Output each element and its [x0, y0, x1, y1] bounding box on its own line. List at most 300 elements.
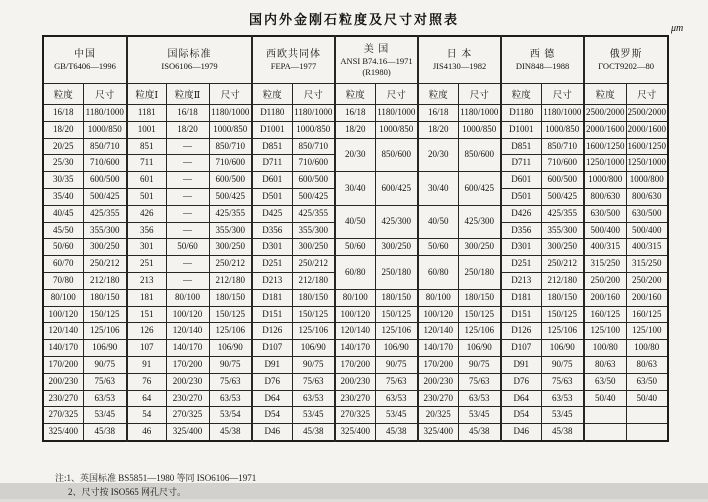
table-cell: 500/425 [292, 188, 335, 205]
table-cell: 630/500 [584, 205, 626, 222]
table-cell: 90/75 [292, 356, 335, 373]
table-cell: 315/250 [584, 256, 626, 273]
table-cell: 181 [127, 289, 166, 306]
table-cell [584, 407, 626, 424]
table-row [43, 323, 668, 340]
table-cell: 1000/800 [626, 172, 668, 189]
table-cell: 60/80 [335, 256, 375, 290]
table-cell: 501 [127, 188, 166, 205]
table-cell: 150/125 [292, 306, 335, 323]
table-row [43, 373, 668, 390]
table-row [43, 256, 668, 273]
table-row [43, 138, 668, 155]
group-standard-label: FEPA—1977 [270, 61, 317, 71]
table-cell: 106/90 [458, 340, 501, 357]
table-cell: 355/300 [83, 222, 127, 239]
table-cell: 18/20 [166, 121, 209, 138]
table-cell: 1180/1000 [292, 105, 335, 122]
table-cell: 300/250 [83, 239, 127, 256]
column-group-header [584, 36, 668, 84]
table-cell: 500/425 [209, 188, 252, 205]
table-row [43, 105, 668, 122]
column-header: 粒度Ⅱ [166, 84, 209, 105]
table-cell: 250/212 [292, 256, 335, 273]
table-cell: 600/500 [541, 172, 584, 189]
column-header: 尺寸 [209, 84, 252, 105]
table-cell: D601 [501, 172, 541, 189]
table-cell: 90/75 [375, 356, 418, 373]
table-cell: 53/45 [375, 407, 418, 424]
table-cell: 54 [127, 407, 166, 424]
table-cell: D151 [252, 306, 292, 323]
table-cell: 170/200 [335, 356, 375, 373]
table-cell: D76 [501, 373, 541, 390]
table-cell: 300/250 [541, 239, 584, 256]
table-cell: 230/270 [335, 390, 375, 407]
group-standard-label: ISO6106—1979 [161, 61, 218, 71]
table-cell: 1000/850 [458, 121, 501, 138]
table-cell: 20/30 [335, 138, 375, 172]
table-cell: 45/38 [209, 424, 252, 441]
table-cell: 76 [127, 373, 166, 390]
table-cell: 851 [127, 138, 166, 155]
table-cell: 2000/1600 [584, 121, 626, 138]
table-cell: 50/60 [335, 239, 375, 256]
table-cell: 80/63 [584, 356, 626, 373]
table-cell: 125/106 [292, 323, 335, 340]
table-cell: 355/300 [292, 222, 335, 239]
table-cell: 200/230 [335, 373, 375, 390]
table-row [43, 407, 668, 424]
column-header: 尺寸 [375, 84, 418, 105]
table-cell: 100/120 [418, 306, 458, 323]
table-cell: 80/100 [166, 289, 209, 306]
footnotes [55, 471, 256, 499]
table-cell: 18/20 [418, 121, 458, 138]
table-cell: — [166, 272, 209, 289]
table-cell: 150/125 [458, 306, 501, 323]
table-cell: 425/355 [83, 205, 127, 222]
table-cell: 90/75 [541, 356, 584, 373]
table-cell: 170/200 [43, 356, 83, 373]
table-cell: 106/90 [209, 340, 252, 357]
column-group-header [43, 36, 127, 84]
table-cell: 1000/850 [209, 121, 252, 138]
group-standard-label: JIS4130—1982 [432, 61, 487, 71]
table-cell: D126 [501, 323, 541, 340]
table-cell: D126 [252, 323, 292, 340]
table-cell: 30/35 [43, 172, 83, 189]
table-cell: 2000/1600 [626, 121, 668, 138]
table-cell: 53/54 [209, 407, 252, 424]
table-cell [626, 407, 668, 424]
table-cell: D151 [501, 306, 541, 323]
table-cell: D46 [252, 424, 292, 441]
table-cell: 16/18 [43, 105, 83, 122]
table-cell: 45/38 [375, 424, 418, 441]
table-cell: D91 [501, 356, 541, 373]
table-row [43, 239, 668, 256]
table-cell: 140/170 [335, 340, 375, 357]
column-group-header [418, 36, 501, 84]
table-cell: 140/170 [418, 340, 458, 357]
table-cell: 125/100 [584, 323, 626, 340]
table-cell: D54 [501, 407, 541, 424]
group-country-label: 西 德 [529, 49, 556, 60]
table-cell: 300/250 [292, 239, 335, 256]
table-cell: 53/45 [83, 407, 127, 424]
table-cell: 150/125 [375, 306, 418, 323]
table-cell: 710/600 [83, 155, 127, 172]
table-cell: 63/50 [584, 373, 626, 390]
table-cell: 20/30 [418, 138, 458, 172]
table-cell: 45/38 [541, 424, 584, 441]
column-header: 尺寸 [83, 84, 127, 105]
table-cell: D711 [252, 155, 292, 172]
table-body [43, 105, 668, 441]
group-standard-label: DIN848—1988 [515, 61, 570, 71]
table-cell: 18/20 [335, 121, 375, 138]
table-cell: 20/25 [43, 138, 83, 155]
table-cell: 150/125 [209, 306, 252, 323]
table-cell: 63/50 [626, 373, 668, 390]
table-cell: 300/250 [458, 239, 501, 256]
table-cell: 426 [127, 205, 166, 222]
table-cell: 80/63 [626, 356, 668, 373]
table-cell: D301 [501, 239, 541, 256]
table-cell: D1180 [252, 105, 292, 122]
table-cell: 355/300 [209, 222, 252, 239]
table-cell: 250/180 [375, 256, 418, 290]
table-cell: 301 [127, 239, 166, 256]
table-cell: 601 [127, 172, 166, 189]
table-cell: 1250/1000 [626, 155, 668, 172]
table-cell: 18/20 [43, 121, 83, 138]
table-cell: 180/150 [292, 289, 335, 306]
table-cell: 200/230 [43, 373, 83, 390]
table-cell: 250/200 [626, 272, 668, 289]
column-group-header [252, 36, 335, 84]
table-cell: 2500/2000 [626, 105, 668, 122]
table-cell: 75/63 [541, 373, 584, 390]
table-cell: 325/400 [166, 424, 209, 441]
column-header: 尺寸 [292, 84, 335, 105]
table-cell: 850/710 [209, 138, 252, 155]
table-cell: 40/50 [335, 205, 375, 239]
table-cell: 80/100 [335, 289, 375, 306]
table-cell: D601 [252, 172, 292, 189]
table-cell: 325/400 [418, 424, 458, 441]
column-header: 粒度Ⅰ [127, 84, 166, 105]
table-cell: D356 [252, 222, 292, 239]
table-cell: 180/150 [541, 289, 584, 306]
table-cell: 75/63 [83, 373, 127, 390]
table-cell: D251 [501, 256, 541, 273]
table-cell [626, 424, 668, 441]
table-cell: D64 [501, 390, 541, 407]
table-cell: 250/180 [458, 256, 501, 290]
table-cell: D181 [252, 289, 292, 306]
table-cell: 850/600 [375, 138, 418, 172]
table-cell: 850/710 [83, 138, 127, 155]
table-cell: 600/500 [209, 172, 252, 189]
column-header: 粒度 [335, 84, 375, 105]
column-header: 粒度 [43, 84, 83, 105]
table-cell: 70/80 [43, 272, 83, 289]
table-cell: D76 [252, 373, 292, 390]
table-cell: D501 [252, 188, 292, 205]
column-header: 尺寸 [541, 84, 584, 105]
column-header: 粒度 [252, 84, 292, 105]
table-cell: 200/230 [418, 373, 458, 390]
table-cell: 325/400 [43, 424, 83, 441]
table-cell: 125/106 [375, 323, 418, 340]
table-cell: 710/600 [541, 155, 584, 172]
table-cell: 850/710 [292, 138, 335, 155]
table-cell: 180/150 [209, 289, 252, 306]
table-cell: 1600/1250 [626, 138, 668, 155]
table-cell: 45/38 [292, 424, 335, 441]
table-cell: 20/325 [418, 407, 458, 424]
column-group-header [127, 36, 252, 84]
group-country-label: 俄罗斯 [609, 49, 643, 60]
column-header: 尺寸 [458, 84, 501, 105]
table-cell: 90/75 [83, 356, 127, 373]
table-cell: 126 [127, 323, 166, 340]
grit-size-comparison-table [42, 35, 669, 442]
table-cell: 710/600 [209, 155, 252, 172]
table-cell: 1180/1000 [83, 105, 127, 122]
table-cell: 107 [127, 340, 166, 357]
table-cell: 800/630 [626, 188, 668, 205]
table-cell: — [166, 188, 209, 205]
table-cell: 1000/850 [375, 121, 418, 138]
column-group-header [501, 36, 584, 84]
table-cell: D64 [252, 390, 292, 407]
table-cell [584, 424, 626, 441]
table-cell: 75/63 [375, 373, 418, 390]
table-cell: 400/315 [626, 239, 668, 256]
table-cell: 90/75 [458, 356, 501, 373]
table-cell: D426 [501, 205, 541, 222]
table-cell: 1000/850 [541, 121, 584, 138]
table-cell: 63/53 [458, 390, 501, 407]
table-cell: 600/500 [292, 172, 335, 189]
table-row [43, 121, 668, 138]
table-cell: 50/60 [166, 239, 209, 256]
table-cell: 1250/1000 [584, 155, 626, 172]
table-cell: 230/270 [43, 390, 83, 407]
table-cell: 212/180 [83, 272, 127, 289]
table-cell: 800/630 [584, 188, 626, 205]
table-cell: 100/120 [335, 306, 375, 323]
table-cell: 356 [127, 222, 166, 239]
table-cell: D181 [501, 289, 541, 306]
table-cell: D213 [252, 272, 292, 289]
table-cell: 600/425 [458, 172, 501, 206]
table-row [43, 356, 668, 373]
table-cell: 711 [127, 155, 166, 172]
table-cell: 710/600 [292, 155, 335, 172]
table-cell: 50/40 [626, 390, 668, 407]
table-cell: D501 [501, 188, 541, 205]
table-row [43, 390, 668, 407]
column-header: 粒度 [418, 84, 458, 105]
table-cell: 270/325 [43, 407, 83, 424]
table-cell: 1180/1000 [375, 105, 418, 122]
table-cell: 170/200 [418, 356, 458, 373]
group-standard-label: ГОСТ9202—80 [598, 61, 654, 71]
unit-label: μm [671, 23, 684, 34]
group-country-label: 中国 [74, 49, 96, 60]
table-cell: 64 [127, 390, 166, 407]
table-cell: 1000/850 [83, 121, 127, 138]
table-cell: 63/53 [375, 390, 418, 407]
table-cell: 425/300 [458, 205, 501, 239]
table-cell: 630/500 [626, 205, 668, 222]
table-cell: 500/400 [584, 222, 626, 239]
table-cell: 30/40 [418, 172, 458, 206]
table-cell: 425/300 [375, 205, 418, 239]
table-cell: 1180/1000 [458, 105, 501, 122]
table-cell: D107 [501, 340, 541, 357]
table-cell: 16/18 [335, 105, 375, 122]
table-cell: 500/425 [541, 188, 584, 205]
table-cell: 60/80 [418, 256, 458, 290]
table-cell: 106/90 [541, 340, 584, 357]
table-cell: 120/140 [166, 323, 209, 340]
table-cell: 1180/1000 [541, 105, 584, 122]
table-cell: 140/170 [43, 340, 83, 357]
table-cell: 355/300 [541, 222, 584, 239]
table-cell: 80/100 [43, 289, 83, 306]
table-cell: 500/425 [83, 188, 127, 205]
table-cell: D356 [501, 222, 541, 239]
table-cell: 125/106 [541, 323, 584, 340]
table-cell: 212/180 [541, 272, 584, 289]
table-cell: 106/90 [292, 340, 335, 357]
table-cell: D251 [252, 256, 292, 273]
table-row [43, 306, 668, 323]
table-cell: 850/710 [541, 138, 584, 155]
table-cell: — [166, 256, 209, 273]
table-cell: 106/90 [83, 340, 127, 357]
table-cell: 45/38 [83, 424, 127, 441]
table-cell: 53/45 [292, 407, 335, 424]
table-cell: 150/125 [83, 306, 127, 323]
table-row [43, 172, 668, 189]
table-cell: 160/125 [584, 306, 626, 323]
group-country-label: 西欧共同体 [266, 49, 322, 60]
table-cell: D1001 [252, 121, 292, 138]
table-cell: 125/106 [209, 323, 252, 340]
table-cell: D54 [252, 407, 292, 424]
table-cell: 270/325 [166, 407, 209, 424]
group-standard-label: ANSI B74.16—1971 [340, 55, 413, 66]
group-standard-label: GB/T6406—1996 [54, 61, 116, 71]
table-cell: — [166, 138, 209, 155]
table-cell: 25/30 [43, 155, 83, 172]
table-cell: 75/63 [209, 373, 252, 390]
table-cell: 251 [127, 256, 166, 273]
table-cell: 100/120 [166, 306, 209, 323]
table-cell: 100/80 [626, 340, 668, 357]
table-cell: 200/160 [584, 289, 626, 306]
table-cell: D851 [252, 138, 292, 155]
table-cell: 250/212 [209, 256, 252, 273]
table-cell: — [166, 155, 209, 172]
table-cell: 40/45 [43, 205, 83, 222]
table-cell: 325/400 [335, 424, 375, 441]
group-country-label: 美 国 [363, 43, 390, 55]
table-cell: D711 [501, 155, 541, 172]
group-standard-note: (R1980) [362, 66, 391, 77]
table-cell: 100/80 [584, 340, 626, 357]
table-cell: 213 [127, 272, 166, 289]
table-cell: 425/355 [541, 205, 584, 222]
table-cell: 500/400 [626, 222, 668, 239]
table-cell: — [166, 205, 209, 222]
table-cell: 1000/800 [584, 172, 626, 189]
table-cell: 50/60 [418, 239, 458, 256]
table-cell: 63/53 [541, 390, 584, 407]
column-header: 粒度 [584, 84, 626, 105]
table-cell: D425 [252, 205, 292, 222]
table-cell: 180/150 [83, 289, 127, 306]
table-header [43, 36, 668, 105]
table-cell: 45/50 [43, 222, 83, 239]
table-cell: 230/270 [166, 390, 209, 407]
table-cell: 1600/1250 [584, 138, 626, 155]
table-cell: 180/150 [458, 289, 501, 306]
table-cell: 425/355 [292, 205, 335, 222]
table-cell: 120/140 [418, 323, 458, 340]
table-cell: D1001 [501, 121, 541, 138]
table-cell: 125/100 [626, 323, 668, 340]
table-cell: 250/212 [541, 256, 584, 273]
table-cell: 63/53 [83, 390, 127, 407]
column-header: 粒度 [501, 84, 541, 105]
table-cell: 16/18 [166, 105, 209, 122]
table-cell: 50/40 [584, 390, 626, 407]
footnote-line-1: 注:1、英国标准 BS5851—1980 等同 ISO6106—1971 [55, 473, 257, 483]
table-cell: 120/140 [43, 323, 83, 340]
table-cell: 212/180 [209, 272, 252, 289]
table-cell: 50/60 [43, 239, 83, 256]
table-cell: 63/53 [292, 390, 335, 407]
table-cell: 125/106 [83, 323, 127, 340]
table-cell: 100/120 [43, 306, 83, 323]
table-cell: D1180 [501, 105, 541, 122]
table-row [43, 424, 668, 441]
table-cell: 270/325 [335, 407, 375, 424]
table-cell: 53/45 [458, 407, 501, 424]
table-cell: 151 [127, 306, 166, 323]
table-cell: 300/250 [209, 239, 252, 256]
table-row [43, 205, 668, 222]
column-group-header [335, 36, 418, 84]
table-cell: — [166, 222, 209, 239]
table-cell: 75/63 [292, 373, 335, 390]
table-cell: 125/106 [458, 323, 501, 340]
table-cell: 1000/850 [292, 121, 335, 138]
table-cell: 180/150 [375, 289, 418, 306]
table-cell: 160/125 [626, 306, 668, 323]
table-cell: 200/230 [166, 373, 209, 390]
table-cell: 230/270 [418, 390, 458, 407]
group-country-label: 日 本 [446, 49, 473, 60]
table-cell: 75/63 [458, 373, 501, 390]
